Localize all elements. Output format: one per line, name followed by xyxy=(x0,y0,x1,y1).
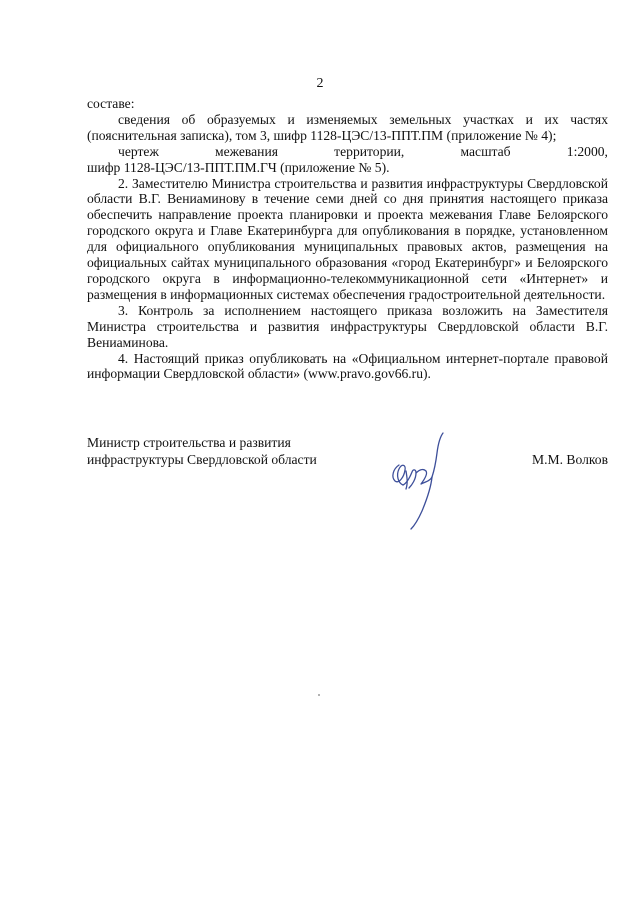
page-number: 2 xyxy=(316,76,324,91)
paragraph-2: 2. Заместителю Министра строительства и развития инфраструктуры Свердловской области В.Г. Вениаминову в течение семи дней со дня принятия настоящего приказа обеспечить направление проекта планировки и проекта межевания Главе Белоярского городского округа и Главе Екатеринбурга для опубликования в порядке, установленном для официального опубликования муниципальных правовых актов, размещения на официальных сайтах муниципального образования «город Екатеринбург» и Белоярского городского округа в информационно-телекоммуникационной сети «Интернет» и размещения в информационных системах обеспечения градостроительной деятельности. xyxy=(87,175,608,302)
signer-name: М.М. Волков xyxy=(532,451,608,467)
paragraph-4: 4. Настоящий приказ опубликовать на «Официальном интернет-портале правовой информации Свердловской области» (www.pravo.gov66.ru). xyxy=(87,350,608,382)
signer-title xyxy=(87,435,367,468)
drawing-word-2: межевания xyxy=(215,143,278,159)
signer-title-line2: инфраструктуры Свердловской области xyxy=(87,451,317,467)
drawing-word-5: 1:2000, xyxy=(566,143,608,159)
list-item-explanatory-note: сведения об образуемых и изменяемых земельных участках и их частях (пояснительная записка), том 3, шифр 1128-ЦЭС/13-ППТ.ПМ (приложение № 4); xyxy=(87,111,608,143)
continuation-line: составе: xyxy=(87,96,135,111)
signer-title-line1: Министр строительства и развития xyxy=(87,435,291,450)
drawing-word-3: территории, xyxy=(334,143,405,159)
handwritten-signature xyxy=(377,425,467,535)
signature-block xyxy=(87,435,608,545)
list-item-drawing-line2: шифр 1128-ЦЭС/13-ППТ.ПМ.ГЧ (приложение № 5). xyxy=(87,159,390,175)
list-item-drawing-line1 xyxy=(87,144,608,160)
drawing-word-1: чертеж xyxy=(118,143,159,159)
scan-speck xyxy=(318,694,320,696)
drawing-word-4: масштаб xyxy=(460,143,511,159)
paragraph-3: 3. Контроль за исполнением настоящего приказа возложить на Заместителя Министра строительства и развития инфраструктуры Свердловской области В.Г. Вениаминова. xyxy=(87,302,608,350)
document-body xyxy=(87,96,608,382)
